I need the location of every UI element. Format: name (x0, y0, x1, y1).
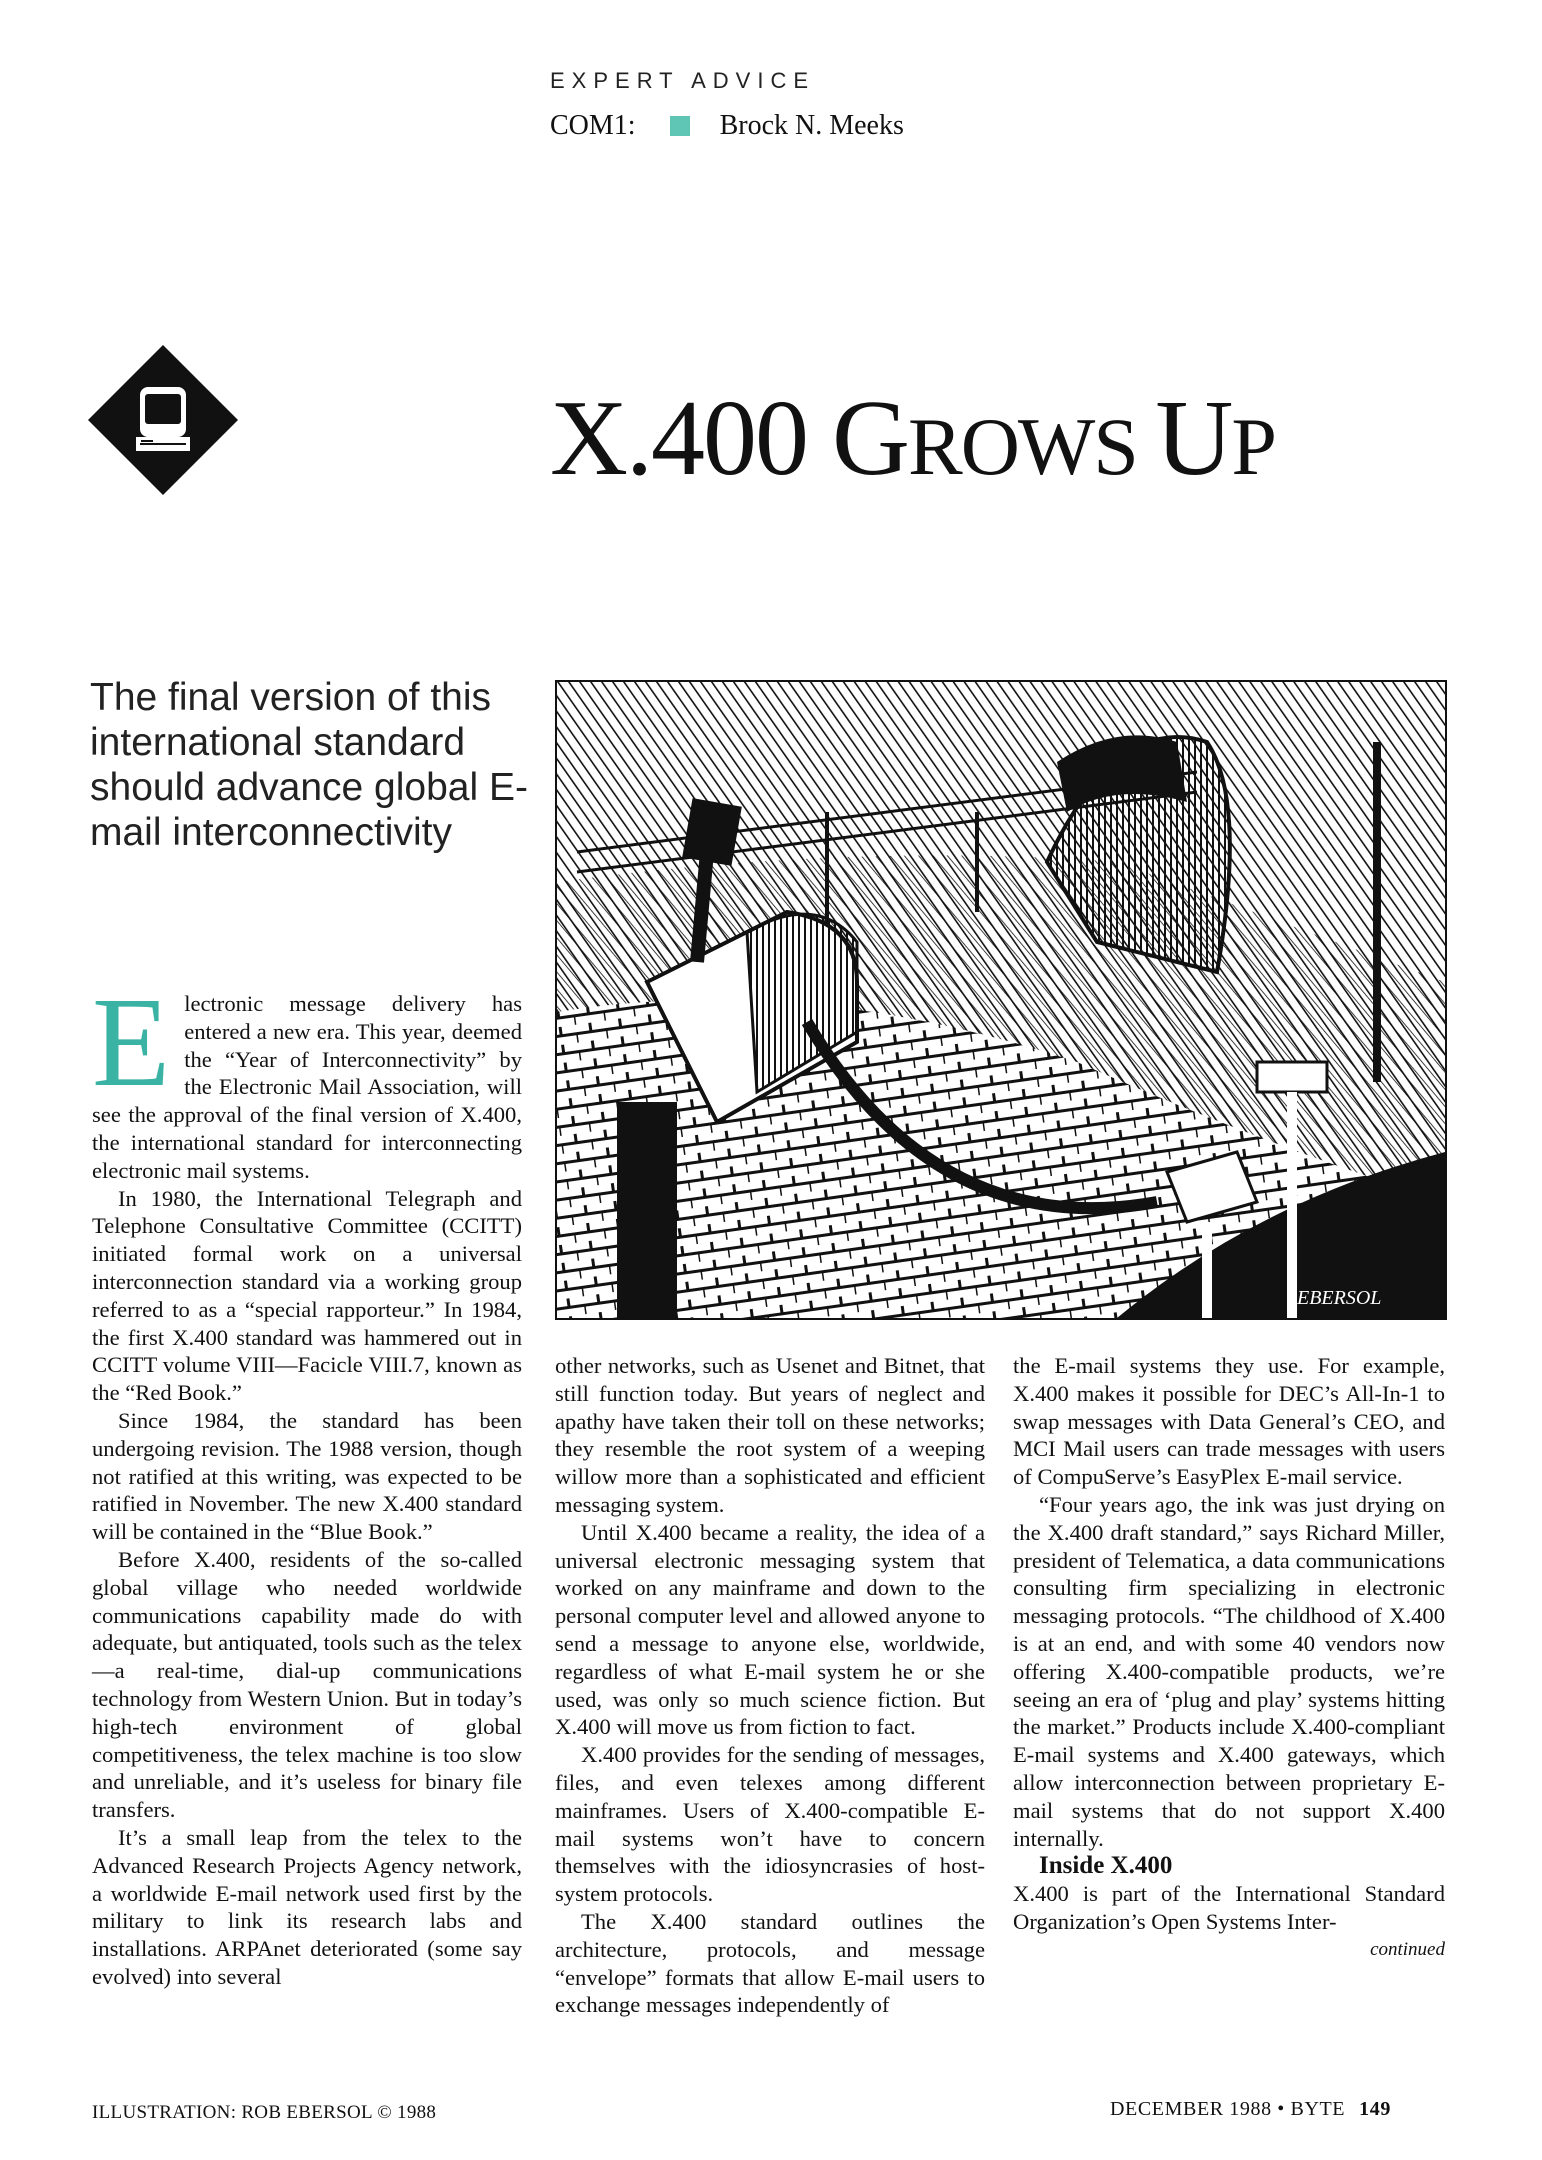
article-column-3 (1013, 1352, 1445, 1964)
paragraph: Until X.400 became a reality, the idea of a universal electronic messaging system that worked on any mainframe and down to the personal computer level and allowed anyone to send a message to anyone else, worldwide, regardless of what E-mail system he or she used, was only so much science fiction. But X.400 will move us from fiction to fact. (555, 1519, 985, 1740)
page-footer (1110, 2098, 1391, 2121)
author-name: Brock N. Meeks (719, 110, 904, 141)
article-deck: The final version of this international standard should advance global E-mail interconnectivity (90, 676, 528, 854)
illustration-mailboxes (555, 680, 1447, 1320)
section-subhead: Inside X.400 (1039, 1852, 1173, 1880)
article-column-1 (92, 971, 522, 1991)
paragraph: the E-mail systems they use. For example, X.400 makes it possible for DEC’s All-In-1 to swap messages with Data General’s CEO, and MCI Mail users can trade messages with users of CompuServe’s EasyPlex E-mail service. (1013, 1353, 1445, 1490)
paragraph: The X.400 standard outlines the architecture, protocols, and message “envelope” formats that allow E-mail users to exchange messages independently of (555, 1908, 985, 2018)
paragraph: X.400 provides for the sending of messages, files, and even telexes among different mainframes. Users of X.400-compatible E-mail systems won’t have to concern themselves with the idiosyncrasies of host-system protocols. (555, 1742, 985, 1907)
illustration-signature: EBERSOL (1297, 1287, 1382, 1309)
issue-label: DECEMBER 1988 • BYTE (1110, 2098, 1346, 2120)
paragraph: In 1980, the International Telegraph and Telephone Consultative Committee (CCITT) initiated formal work on a universal interconnection standard via a working group referred to as a “special rapporteur.” In 1984, the first X.400 standard was hammered out in CCITT volume VIII—Facicle VIII.7, known as the “Red Book.” (92, 1185, 522, 1406)
paragraph: Since 1984, the standard has been undergoing revision. The 1988 version, though not ratified at this writing, was expected to be ratified in November. The new X.400 standard will be contained in the “Blue Book.” (92, 1407, 522, 1545)
paragraph: X.400 is part of the International Standard Organization’s Open Systems Inter- (1013, 1881, 1445, 1934)
paragraph: It’s a small leap from the telex to the Advanced Research Projects Agency network, a worldwide E-mail network used first by the military to link its research labs and installations. ARPAnet deteriorated (some say evolved) into several (92, 1824, 522, 1989)
computer-terminal-icon (88, 345, 238, 495)
column-name: COM1: (550, 110, 636, 141)
paragraph: “Four years ago, the ink was just drying on the X.400 draft standard,” says Richard Miller, president of Telematica, a data communications consulting firm specializing in electronic messaging protocols. “The childhood of X.400 is at an end, and with some 40 vendors now offering X.400-compatible products, we’re seeing an era of ‘plug and play’ systems hitting the market.” Products include X.400-compliant E-mail systems and X.400 gateways, which allow interconnection between proprietary E-mail systems that do not support X.400 internally. (1013, 1491, 1445, 1851)
page-number: 149 (1359, 2098, 1391, 2120)
column-byline (550, 110, 904, 142)
section-label: EXPERT ADVICE (550, 68, 816, 93)
paragraph: Electronic message delivery has entered a new era. This year, deemed the “Year of Interconnectivity” by the Electronic Mail Association, will see the approval of the final version of X.400, the international standard for interconnecting electronic mail systems. (92, 971, 522, 1183)
paragraph: Before X.400, residents of the so-called global village who needed worldwide communications capability made do with adequate, but antiquated, tools such as the telex—a real-time, dial-up communications technology from Western Union. But in today’s high-tech environment of global competitiveness, the telex machine is too slow and unreliable, and it’s useless for binary file transfers. (92, 1546, 522, 1823)
illustration-credit: ILLUSTRATION: ROB EBERSOL © 1988 (92, 2102, 437, 2123)
paragraph: other networks, such as Usenet and Bitnet, that still function today. But years of neglect and apathy have taken their toll on these networks; they resemble the root system of a weeping willow more than a sophisticated and efficient messaging system. (555, 1353, 985, 1517)
teal-square-icon (670, 116, 690, 136)
page-title: X.400 GROWS UP (550, 379, 1276, 498)
article-column-2 (555, 1352, 985, 2019)
continued-label: continued (1370, 1938, 1445, 1960)
mailbox-illustration (557, 682, 1445, 1318)
drop-cap: E (92, 971, 171, 1113)
